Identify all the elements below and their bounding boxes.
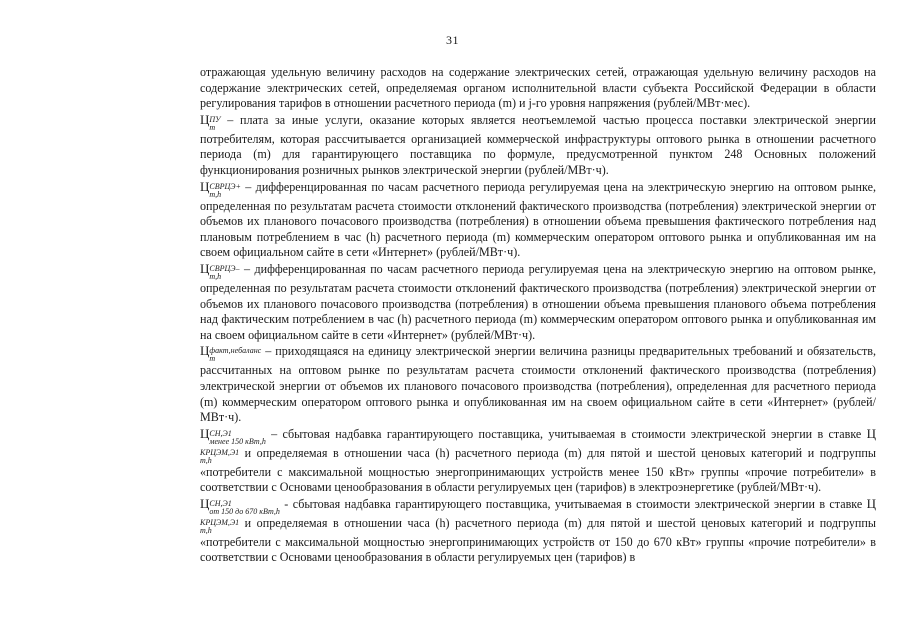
definition-text-before: - сбытовая надбавка гарантирующего поставщика, учитываемая в стоимости электрической энергии в ставке <box>279 496 867 511</box>
formula-symbol: Ц ПУ m <box>200 111 221 132</box>
definition-text-before: – сбытовая надбавка гарантирующего поставщика, учитываемая в стоимости электрической энергии в ставке <box>265 426 867 441</box>
definition-svrce-plus <box>200 179 876 261</box>
definition-text: – дифференцированная по часам расчетного периода регулируемая цена на электрическую энергию на оптовом рынке, определенная по результатам расчета стоимости отклонений фактического производства (потребления) электрической энергии от объемов их планового почасового производства (потребления) в отношении объема превышения фактического потребления над плановым потреблением в час (h) расчетного периода (m) коммерческим оператором оптового рынка и опубликованная им на своем официальном сайте в сети «Интернет» (рублей/МВт·ч). <box>200 179 876 260</box>
definition-text: и определяемая в отношении часа (h) расчетного периода (m) для пятой и шестой ценовых категорий и подгруппы «потребители с максимальной мощностью энергопринимающих устройств от 150 до 670 кВт» группы «прочие потребители» в соответствии с Основами ценообразования в области регулируемых цен (тарифов) в <box>200 515 876 565</box>
definition-text: – плата за иные услуги, оказание которых является неотъемлемой частью процесса поставки электрической энергии потребителям, которая рассчитывается организацией коммерческой инфраструктуры оптового рынка в отношении расчетного периода (m) для гарантирующего поставщика по формуле, предусмотренной пунктом 248 Основных положений функционирования розничных рынков электрической энергии (рублей/МВт·ч). <box>200 112 876 177</box>
formula-symbol: Ц СН,Э1 менее 150 кВт,h <box>200 425 266 446</box>
definition-text: – приходящаяся на единицу электрической энергии величина разницы предварительных требований и обязательств, рассчитанных на оптовом рынке по результатам расчета стоимости отклонений фактического производства (потребления) электрической энергии от объемов их планового почасового производства (потребления), определенная для расчетного периода (m) коммерческим оператором оптового рынка и опубликованная им на своем официальном сайте в сети «Интернет» (рублей/МВт·ч). <box>200 344 876 425</box>
definition-svrce-minus <box>200 261 876 343</box>
formula-symbol: Ц факт,небаланс m <box>200 343 262 364</box>
formula-symbol: Ц СВРЦЭ+ m,h <box>200 178 241 199</box>
intro-paragraph: отражающая удельную величину расходов на содержание электрических сетей, отражающая удельную величину расходов на содержание электрических сетей, определяемая органом исполнительной власти субъекта Российской Федерации в области регулирования тарифов в отношении расчетного периода (m) и j-го уровня напряжения (рублей/МВт·мес). <box>200 65 876 111</box>
formula-symbol-inner: Ц КРЦЭМ,Э1 m,h <box>200 495 876 535</box>
formula-symbol: Ц СВРЦЭ– m,h <box>200 260 240 281</box>
formula-symbol: Ц СН,Э1 от 150 до 670 кВт,h <box>200 495 280 516</box>
page-number: 31 <box>446 33 459 47</box>
definition-sn-150-670 <box>200 496 876 566</box>
definition-text: и определяемая в отношении часа (h) расчетного периода (m) для пятой и шестой ценовых категорий и подгруппы «потребители с максимальной мощностью энергопринимающих устройств менее 150 кВт» группы «прочие потребители» в соответствии с Основами ценообразования в области регулируемых цен (тарифов) в электроэнергетике (рублей/МВт·ч). <box>200 445 876 495</box>
definition-cpu <box>200 112 876 179</box>
document-body <box>200 65 876 566</box>
formula-symbol-inner: Ц КРЦЭМ,Э1 m,h <box>200 425 876 465</box>
definition-sn-under-150 <box>200 426 876 496</box>
definition-text: – дифференцированная по часам расчетного периода регулируемая цена на электрическую энергию на оптовом рынке, определенная по результатам расчета стоимости отклонений фактического производства (потребления) электрической энергии от объемов их планового почасового производства (потребления) в отношении объема превышения планового объема потребления над фактическим потреблением в час (h) расчетного периода (m) коммерческим оператором оптового рынка и опубликованная им на своем официальном сайте в сети «Интернет» (рублей/МВт·ч). <box>200 261 876 342</box>
definition-fact-nebalans <box>200 343 876 425</box>
